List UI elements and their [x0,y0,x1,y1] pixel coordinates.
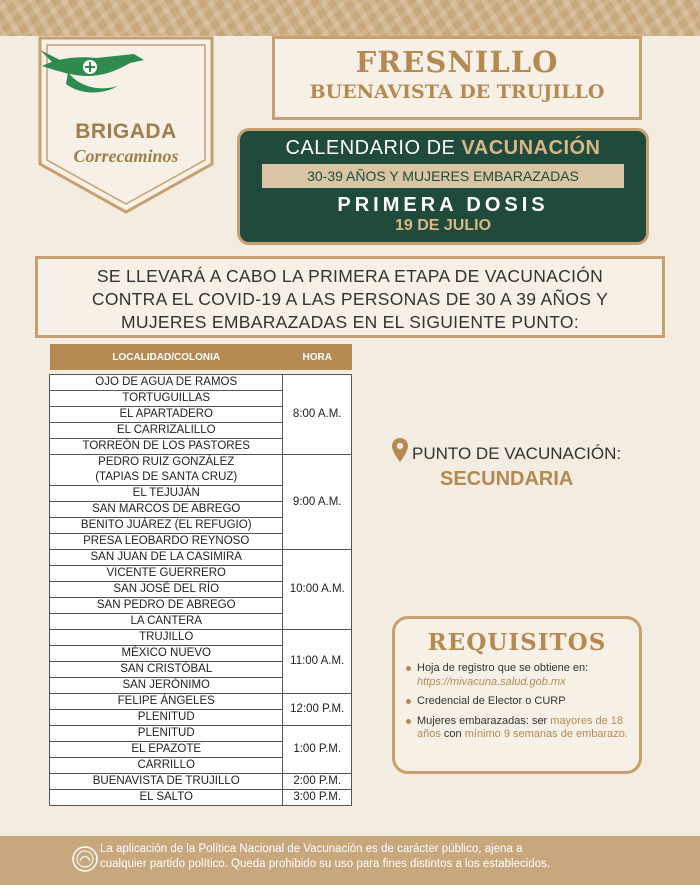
notice-line-3: MUJERES EMBARAZADAS EN EL SIGUIENTE PUNTO: [121,312,579,332]
district-title: BUENAVISTA DE TRUJILLO [309,81,605,103]
requirements-box [392,616,642,774]
location-cell: OJO DE AGUA DE RAMOS [50,375,283,391]
requirement-3-b: mayores de 18 años [417,714,624,740]
table-row [50,630,352,646]
requirement-item: Credencial de Elector o CURP [417,695,639,709]
time-cell: 2:00 P.M. [283,774,352,790]
time-cell: 1:00 P.M. [283,726,352,774]
location-cell: CARRILLO [50,758,283,774]
schedule-table [49,344,352,806]
requirement-item [417,662,639,689]
top-pattern-band [0,0,700,36]
table-row [50,694,352,710]
location-cell: SAN JOSÉ DEL RÍO [50,582,283,598]
requirement-3-a: Mujeres embarazadas: ser [417,714,551,727]
location-cell: TRUJILLO [50,630,283,646]
table-row [50,790,352,806]
footer-disclaimer [100,842,690,872]
location-cell: BUENAVISTA DE TRUJILLO [50,774,283,790]
point-label: PUNTO DE VACUNACIÓN: [412,444,622,463]
location-cell: MÉXICO NUEVO [50,646,283,662]
government-seal-icon [72,846,98,872]
location-cell: SAN MARCOS DE ABREGO [50,502,283,518]
requirement-3-c: con [440,728,465,740]
brand-subname: Correcaminos [73,146,179,166]
location-cell: SAN JERÓNIMO [50,678,283,694]
location-cell: BENITO JUÁREZ (EL REFUGIO) [50,518,283,534]
footer-line-1: La aplicación de la Política Nacional de Vacunación es de carácter público, ajena a [100,843,523,855]
roadrunner-logo-icon [38,36,148,106]
dose-label: PRIMERA DOSIS [337,194,549,216]
location-cell: PRESA LEOBARDO REYNOSO [50,534,283,550]
table-row [50,774,352,790]
location-cell: EL SALTO [50,790,283,806]
location-cell: TORTUGUILLAS [50,391,283,407]
time-cell: 8:00 A.M. [283,375,352,455]
col-time-header: HORA [283,344,352,370]
requirements-list [395,662,639,742]
notice-box [35,256,665,338]
point-value: SECUNDARIA [440,468,574,490]
location-cell: SAN CRISTÓBAL [50,662,283,678]
location-cell: EL CARRIZALILLO [50,423,283,439]
notice-line-2: CONTRA EL COVID-19 A LAS PERSONAS DE 30 A 39 AÑOS Y [91,289,609,309]
registration-link[interactable]: https://mivacuna.salud.gob.mx [417,675,566,688]
footer-line-2: cualquier partido político. Queda prohibido su uso para fines distintos a los establecidos. [100,858,551,870]
location-cell: TORREÓN DE LOS PASTORES [50,439,283,455]
location-cell: FELIPE ÁNGELES [50,694,283,710]
map-pin-icon [392,438,408,462]
age-group-pill: 30-39 AÑOS Y MUJERES EMBARAZADAS [262,164,624,188]
location-cell: EL APARTADERO [50,407,283,423]
calendar-title-b: VACUNACIÓN [461,137,601,159]
location-cell: PEDRO RUIZ GONZÁLEZ (TAPIAS DE SANTA CRUZ) [50,455,283,486]
brigada-badge [38,36,214,214]
table-row [50,550,352,566]
time-cell: 10:00 A.M. [283,550,352,630]
notice-line-1: SE LLEVARÁ A CABO LA PRIMERA ETAPA DE VACUNACIÓN [96,266,604,286]
location-cell: EL TEJUJÁN [50,486,283,502]
location-cell: PLENITUD [50,710,283,726]
time-cell: 12:00 P.M. [283,694,352,726]
brand-name: BRIGADA [75,120,177,143]
table-row [50,455,352,486]
table-row [50,726,352,742]
time-cell: 11:00 A.M. [283,630,352,694]
city-box [272,36,642,120]
location-cell: LA CANTERA [50,614,283,630]
location-cell: SAN PEDRO DE ABREGO [50,598,283,614]
location-cell: VICENTE GUERRERO [50,566,283,582]
schedule-body [50,375,352,806]
time-cell: 3:00 P.M. [283,790,352,806]
location-cell: EL EPAZOTE [50,742,283,758]
requirements-title: REQUISITOS [427,629,607,656]
calendar-title [240,137,646,160]
calendar-title-a: CALENDARIO DE [285,137,462,159]
schedule-header-row [50,344,352,370]
date-label: 19 DE JULIO [394,217,492,234]
time-cell: 9:00 A.M. [283,455,352,550]
footer-band [0,836,700,885]
requirement-1-text: Hoja de registro que se obtiene en: [417,662,589,674]
col-location-header: LOCALIDAD/COLONIA [50,344,283,370]
location-cell: SAN JUAN DE LA CASIMIRA [50,550,283,566]
calendar-box [237,128,649,245]
city-title: FRESNILLO [355,45,559,79]
requirement-item [417,715,639,742]
location-cell: PLENITUD [50,726,283,742]
table-row [50,375,352,391]
requirement-3-d: mínimo 9 semanas de embarazo. [464,728,628,740]
